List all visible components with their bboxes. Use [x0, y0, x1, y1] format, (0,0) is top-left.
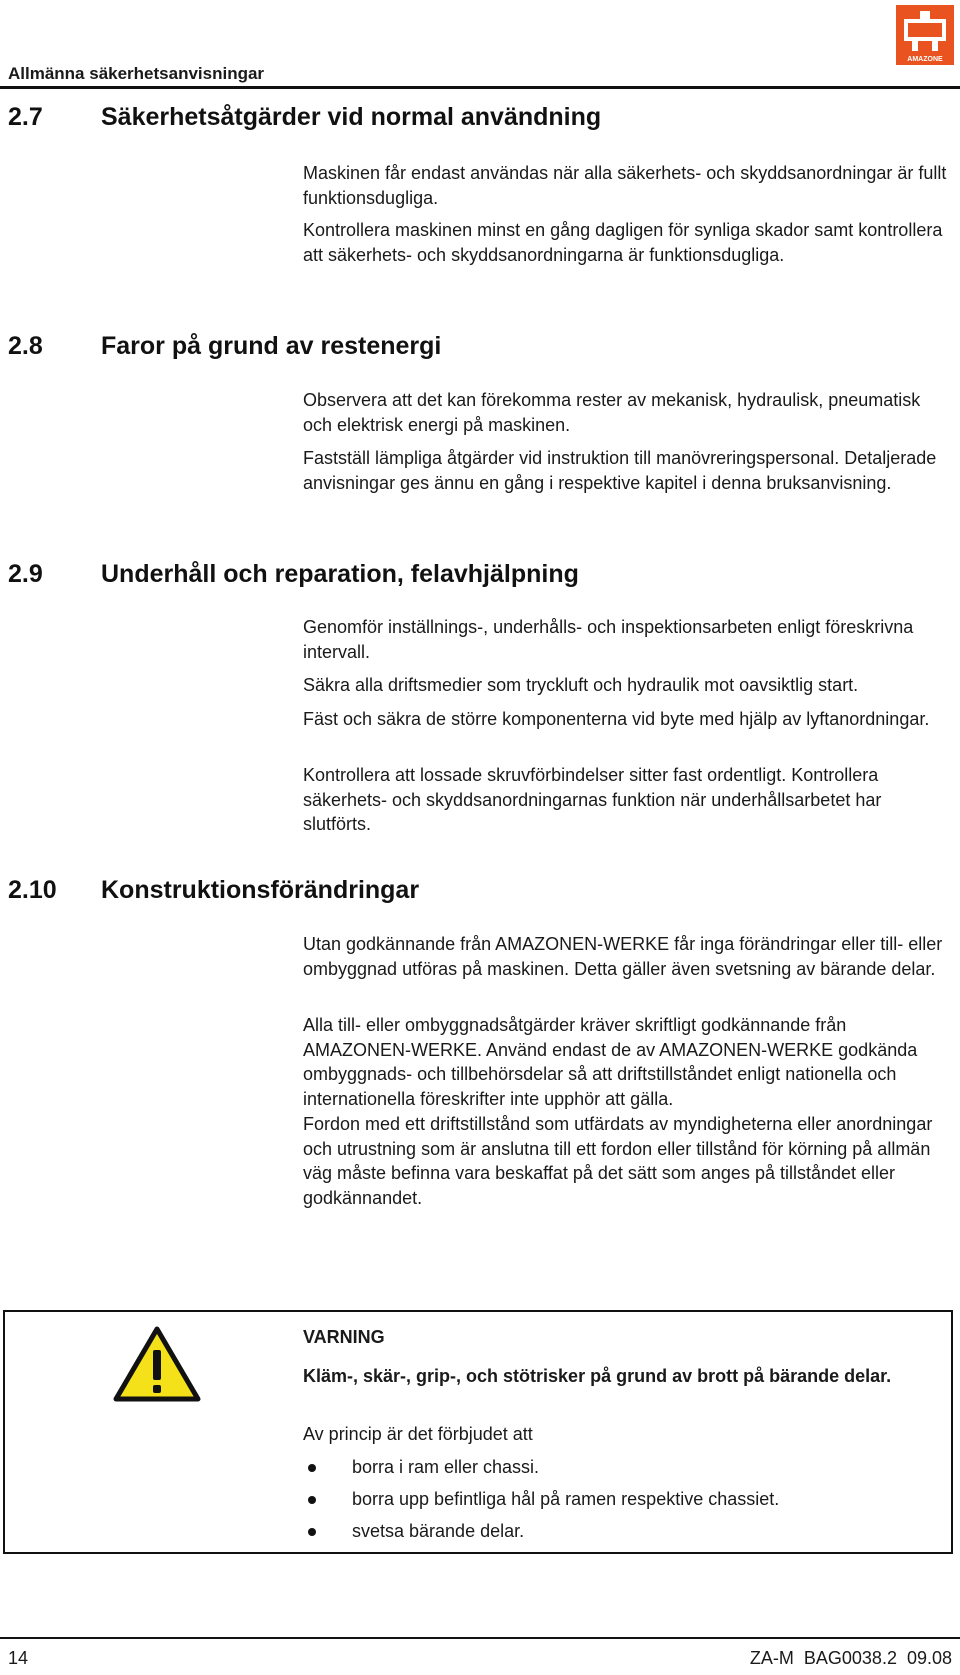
section-body-2-7b [303, 218, 953, 267]
section-body-2-10 [303, 932, 953, 981]
paragraph: Kontrollera maskinen minst en gång dagligen för synliga skador samt kontrollera att säkerhets- och skyddsanordningarna är funktionsdugliga. [303, 220, 943, 265]
section-number: 2.7 [8, 103, 43, 131]
paragraph: Utan godkännande från AMAZONEN-WERKE får inga förändringar eller till- eller ombyggnad utföras på maskinen. Detta gäller även svetsning av bärande delar. [303, 934, 943, 979]
section-title: Faror på grund av restenergi [101, 332, 442, 360]
paragraph: Fordon med ett driftstillstånd som utfärdats av myndigheterna eller anordningar och utrustning som är anslutna till ett fordon eller tillstånd för körning på allmän väg måste befinna vara beskaffat på det sätt som anges på tillståndet eller godkännandet. [303, 1114, 933, 1208]
section-heading-2-10 [8, 876, 419, 905]
section-body-2-9d [303, 763, 953, 837]
section-title: Underhåll och reparation, felavhjälpning [101, 560, 579, 588]
paragraph: Säkra alla driftsmedier som tryckluft och hydraulik mot oavsiktlig start. [303, 675, 859, 695]
paragraph: Fastställ lämpliga åtgärder vid instruktion till manövreringspersonal. Detaljerade anvisningar ges ännu en gång i respektive kapitel i denna bruksanvisning. [303, 448, 937, 493]
list-item [303, 1487, 779, 1519]
section-heading-2-7 [8, 103, 601, 132]
section-body-2-10c [303, 1112, 953, 1210]
paragraph: Observera att det kan förekomma rester av mekanisk, hydraulisk, pneumatisk och elektrisk energi på maskinen. [303, 390, 921, 435]
header-title: Allmänna säkerhetsanvisningar [8, 64, 265, 83]
section-heading-2-8 [8, 332, 441, 361]
section-body-2-9 [303, 615, 953, 664]
document-id: ZA-M BAG0038.2 09.08 [749, 1648, 952, 1668]
bullet-icon [308, 1496, 316, 1504]
section-title: Konstruktionsförändringar [101, 876, 420, 904]
section-body-2-10b [303, 1013, 953, 1111]
list-item-text: borra upp befintliga hål på ramen respektive chassiet. [352, 1489, 780, 1509]
section-body-2-9b [303, 673, 953, 698]
list-item-text: svetsa bärande delar. [352, 1521, 525, 1541]
section-body-2-7 [303, 161, 953, 210]
page-number: 14 [8, 1648, 29, 1668]
paragraph: Alla till- eller ombyggnadsåtgärder kräver skriftligt godkännande från AMAZONEN-WERKE. Använd endast de av AMAZONEN-WERKE godkända ombyggnads- och tillbehörsdelar så att driftstillståndet enligt nationella och internationella föreskrifter inte upphör att gälla. [303, 1015, 918, 1109]
warning-triangle-icon [112, 1325, 202, 1405]
list-item [303, 1519, 779, 1551]
list-item [303, 1455, 779, 1487]
paragraph: Kontrollera att lossade skruvförbindelser sitter fast ordentligt. Kontrollera säkerhets- och skyddsanordningarnas funktion när underhållsarbetet har slutförts. [303, 765, 882, 834]
section-number: 2.9 [8, 560, 43, 588]
warning-intro: Av princip är det förbjudet att [303, 1424, 533, 1444]
paragraph: Fäst och säkra de större komponenterna vid byte med hjälp av lyftanordningar. [303, 709, 930, 729]
footer-divider [0, 1637, 960, 1639]
section-title: Säkerhetsåtgärder vid normal användning [101, 103, 602, 131]
section-body-2-8b [303, 446, 953, 495]
warning-title: VARNING [303, 1327, 385, 1347]
section-number: 2.8 [8, 332, 43, 360]
amazone-logo [896, 5, 954, 65]
section-number: 2.10 [8, 876, 57, 904]
section-body-2-8 [303, 388, 953, 437]
section-heading-2-9 [8, 560, 579, 589]
list-item-text: borra i ram eller chassi. [352, 1457, 540, 1477]
warning-list [303, 1455, 779, 1551]
section-body-2-9c [303, 707, 953, 732]
warning-box [3, 1310, 953, 1554]
paragraph: Genomför inställnings-, underhålls- och inspektionsarbeten enligt föreskrivna intervall. [303, 617, 914, 662]
paragraph: Maskinen får endast användas när alla säkerhets- och skyddsanordningar är fullt funktionsdugliga. [303, 163, 947, 208]
bullet-icon [308, 1464, 316, 1472]
header-divider [0, 86, 960, 89]
logo-text: AMAZONE [907, 56, 943, 63]
bullet-icon [308, 1528, 316, 1536]
warning-subtitle: Kläm-, skär-, grip-, och stötrisker på grund av brott på bärande delar. [303, 1366, 892, 1386]
